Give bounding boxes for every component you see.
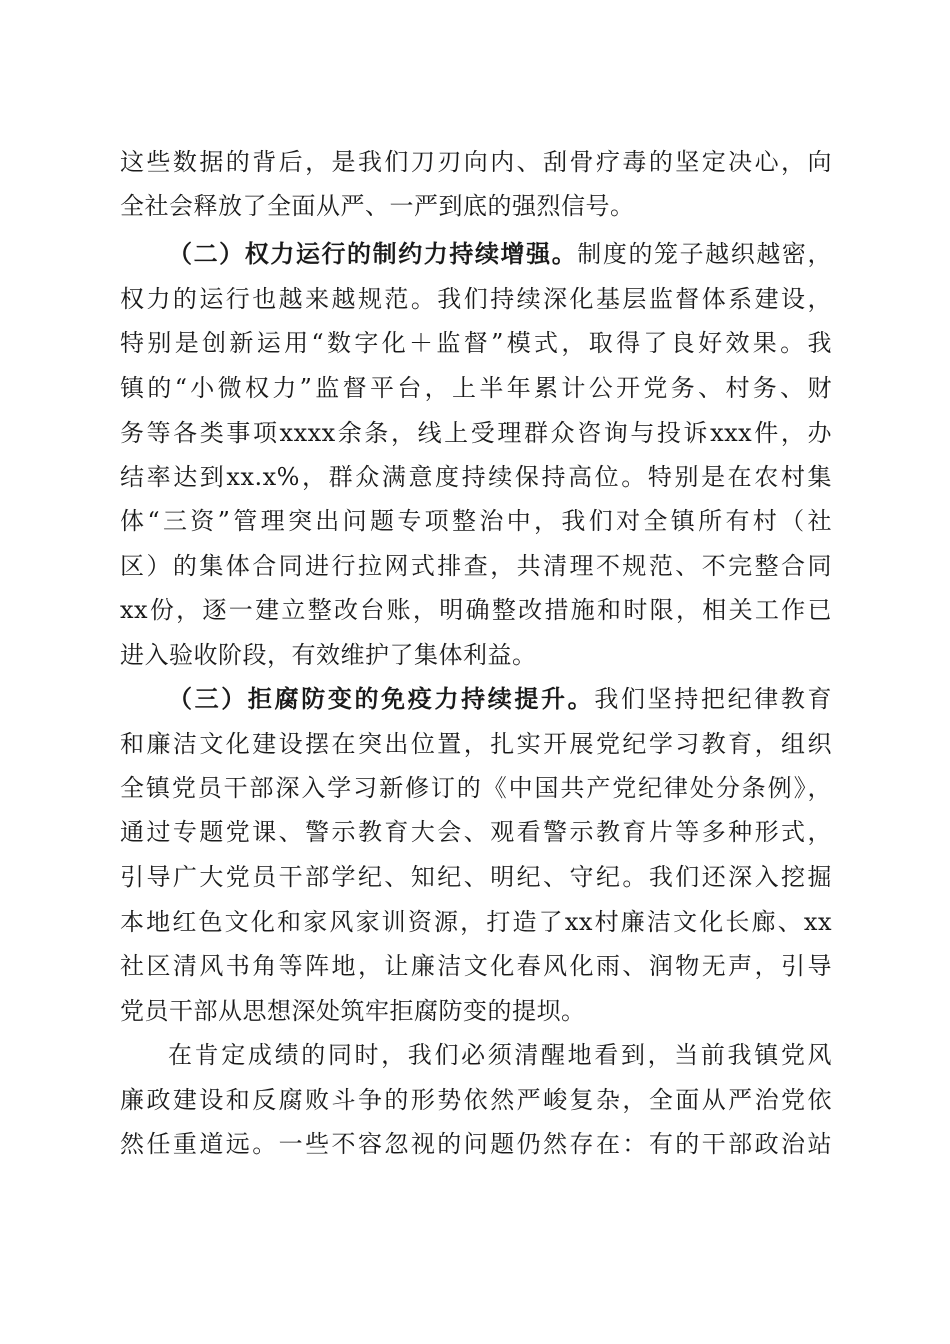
- text-line: 这些数据的背后，是我们刀刃向内、刮骨疗毒的坚定决心，向: [120, 148, 832, 176]
- text-span: 我们坚持把纪律教育: [594, 685, 833, 713]
- text-line: 在肯定成绩的同时，我们必须清醒地看到，当前我镇党风: [168, 1041, 832, 1069]
- text-line: 通过专题党课、警示教育大会、观看警示教育片等多种形式，: [120, 818, 832, 846]
- text-line: 廉政建设和反腐败斗争的形势依然严峻复杂，全面从严治党依: [120, 1086, 832, 1114]
- text-line: 党员干部从思想深处筑牢拒腐防变的提坝。: [120, 997, 586, 1025]
- text-line: 社区清风书角等阵地，让廉洁文化春风化雨、润物无声，引导: [120, 952, 832, 980]
- text-span: 制度的笼子越织越密，: [577, 240, 833, 268]
- text-line: 全镇党员干部深入学习新修订的《中国共产党纪律处分条例》，: [120, 774, 832, 802]
- text-line: 体“三资”管理突出问题专项整治中，我们对全镇所有村（社: [120, 507, 832, 535]
- section-heading: （三）拒腐防变的免疫力持续提升。: [168, 684, 595, 713]
- text-line: 特别是创新运用“数字化＋监督”模式，取得了良好效果。我: [120, 329, 832, 357]
- text-line: 镇的“小微权力”监督平台，上半年累计公开党务、村务、财: [120, 374, 832, 402]
- text-line: xx份，逐一建立整改台账，明确整改措施和时限，相关工作已: [120, 596, 832, 624]
- text-line: 然任重道远。一些不容忽视的问题仍然存在：有的干部政治站: [120, 1130, 832, 1158]
- text-line: 全社会释放了全面从严、一严到底的强烈信号。: [120, 192, 635, 220]
- text-line: 进入验收阶段，有效维护了集体利益。: [120, 641, 537, 669]
- text-line: 结率达到xx.x%，群众满意度持续保持高位。特别是在农村集: [120, 463, 832, 491]
- text-line: 务等各类事项xxxx余条，线上受理群众咨询与投诉xxx件，办: [120, 419, 832, 447]
- section-heading-line: [168, 679, 832, 719]
- text-line: 引导广大党员干部学纪、知纪、明纪、守纪。我们还深入挖掘: [120, 863, 832, 891]
- text-line: 区）的集体合同进行拉网式排查，共清理不规范、不完整合同: [120, 552, 832, 580]
- section-heading: （二）权力运行的制约力持续增强。: [168, 239, 578, 268]
- section-heading-line: [168, 234, 832, 274]
- text-line: 权力的运行也越来越规范。我们持续深化基层监督体系建设，: [120, 285, 832, 313]
- text-line: 和廉洁文化建设摆在突出位置，扎实开展党纪学习教育，组织: [120, 730, 832, 758]
- text-line: 本地红色文化和家风家训资源，打造了xx村廉洁文化长廊、xx: [120, 908, 832, 936]
